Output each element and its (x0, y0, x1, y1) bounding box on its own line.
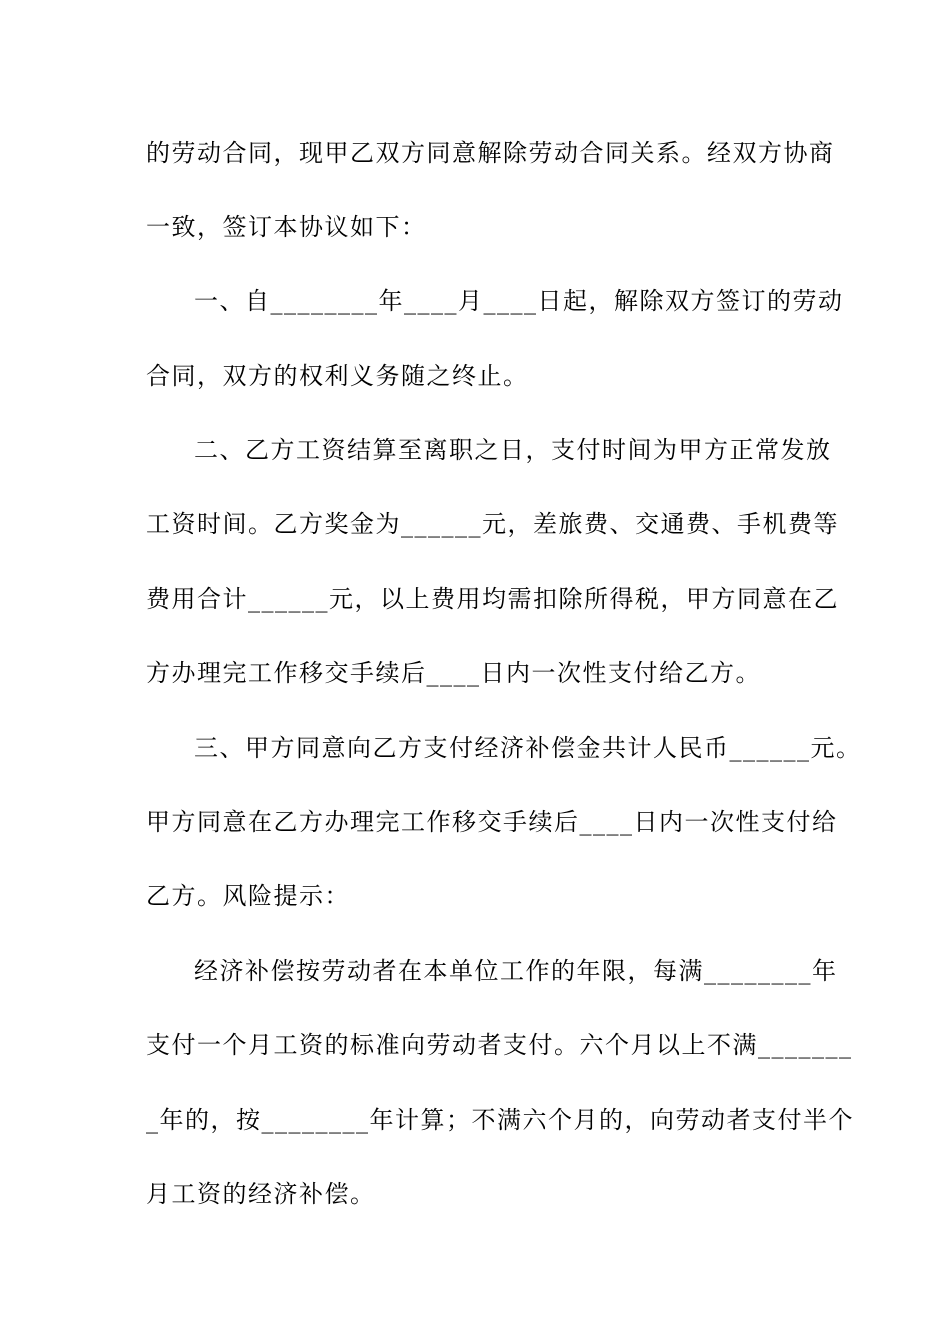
text-line: 一致，签订本协议如下： (146, 213, 427, 241)
text-line: 月工资的经济补偿。 (146, 1180, 376, 1208)
text-line: 工资时间。乙方奖金为______元，差旅费、交通费、手机费等 (146, 510, 839, 538)
text-line: 的劳动合同，现甲乙双方同意解除劳动合同关系。经双方协商 (146, 139, 835, 167)
text-line: 三、甲方同意向乙方支付经济补偿金共计人民币______元。 (194, 734, 862, 762)
text-line: 合同，双方的权利义务随之终止。 (146, 362, 529, 390)
text-line: 乙方。风险提示： (146, 882, 350, 910)
text-line: 甲方同意在乙方办理完工作移交手续后____日内一次性支付给 (146, 808, 838, 836)
text-line: 费用合计______元，以上费用均需扣除所得税，甲方同意在乙 (146, 585, 839, 613)
text-line: 支付一个月工资的标准向劳动者支付。六个月以上不满_______ (146, 1031, 853, 1059)
text-line: 一、自________年____月____日起，解除双方签订的劳动 (194, 287, 844, 315)
text-line: _年的，按________年计算；不满六个月的，向劳动者支付半个 (146, 1106, 854, 1134)
text-line: 方办理完工作移交手续后____日内一次性支付给乙方。 (146, 659, 761, 687)
text-line: 经济补偿按劳动者在本单位工作的年限，每满________年 (194, 957, 838, 985)
text-line: 二、乙方工资结算至离职之日，支付时间为甲方正常发放 (194, 436, 832, 464)
